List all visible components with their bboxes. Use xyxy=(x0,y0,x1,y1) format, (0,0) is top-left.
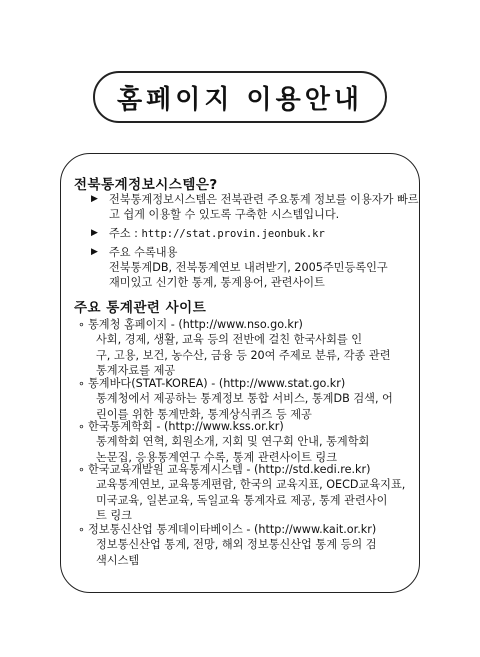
site-title-link[interactable]: 통계바다(STAT-KOREA) - (http://www.stat.go.kr) xyxy=(88,377,346,390)
address-item xyxy=(91,226,407,242)
contents-line: 주요 수록내용 xyxy=(109,246,178,259)
intro-line: 고 쉽게 이용할 수 있도록 구축한 시스템입니다. xyxy=(109,208,340,221)
site-desc-line: 통계자료를 제공 xyxy=(96,364,176,378)
site-desc-line: 구, 고용, 보건, 농수산, 금융 등 20여 주제로 분류, 각종 관련 xyxy=(96,348,391,362)
site-desc-line: 논문집, 응용통계연구 수록, 통계 관련사이트 링크 xyxy=(96,450,338,464)
intro-item xyxy=(91,192,419,222)
address-link[interactable]: http://stat.provin.jeonbuk.kr xyxy=(141,228,325,240)
title-banner xyxy=(93,71,387,123)
site-desc-line: 교육통계연보, 교육통계편람, 한국의 교육지표, OECD교육지표, xyxy=(96,478,406,492)
site-desc-line: 트 링크 xyxy=(96,509,132,523)
contents-item xyxy=(91,245,407,290)
dot-bullet-icon: ∘ xyxy=(78,463,85,476)
section-heading-system: 전북통계정보시스템은? xyxy=(74,177,218,193)
dot-bullet-icon: ∘ xyxy=(78,318,85,331)
intro-line: 전북통계정보시스템은 전북관련 주요통계 정보를 이용자가 빠르 xyxy=(109,193,419,206)
dot-bullet-icon: ∘ xyxy=(78,523,85,536)
contents-line: 재미있고 신기한 통계, 통계용어, 관련사이트 xyxy=(109,276,325,289)
site-item-kait xyxy=(78,522,408,568)
site-title-link[interactable]: 한국교육개발원 교육통계시스템 - (http://std.kedi.re.kr) xyxy=(88,463,371,476)
arrow-bullet-icon: ▶ xyxy=(91,247,98,257)
site-desc-line: 린이를 위한 통계만화, 통계상식퀴즈 등 제공 xyxy=(96,407,312,421)
site-desc-line: 통계학회 연혁, 회원소개, 지회 및 연구회 안내, 통계학회 xyxy=(96,435,370,449)
site-desc-line: 정보통신산업 통계, 전망, 해외 정보통신산업 통계 등의 검 xyxy=(96,538,377,552)
site-desc-line: 통계청에서 제공하는 통계정보 통합 서비스, 통계DB 검색, 어 xyxy=(96,392,393,406)
site-title-link[interactable]: 통계청 홈페이지 - (http://www.nso.go.kr) xyxy=(88,318,303,331)
address-label: 주소 : xyxy=(109,227,142,240)
site-title-link[interactable]: 정보통신산업 통계데이타베이스 - (http://www.kait.or.kr) xyxy=(88,523,377,536)
arrow-bullet-icon: ▶ xyxy=(91,194,98,204)
site-item-kss xyxy=(78,419,408,465)
site-desc-line: 미국교육, 일본교육, 독일교육 통계자료 제공, 통계 관련사이 xyxy=(96,493,388,507)
site-item-stat-korea xyxy=(78,376,408,422)
site-desc-line: 색시스템 xyxy=(96,553,140,567)
site-desc-line: 사회, 경제, 생활, 교육 등의 전반에 걸친 한국사회를 인 xyxy=(96,333,363,347)
arrow-bullet-icon: ▶ xyxy=(91,228,98,238)
dot-bullet-icon: ∘ xyxy=(78,420,85,433)
contents-line: 전북통계DB, 전북통계연보 내려받기, 2005주민등록인구 xyxy=(109,261,388,274)
site-title-link[interactable]: 한국통계학회 - (http://www.kss.or.kr) xyxy=(88,420,284,433)
page-title: 홈페이지 이용안내 xyxy=(117,84,363,115)
site-item-nso xyxy=(78,317,408,379)
site-item-kedi xyxy=(78,462,408,524)
dot-bullet-icon: ∘ xyxy=(78,377,85,390)
section-heading-sites: 주요 통계관련 사이트 xyxy=(74,300,207,316)
